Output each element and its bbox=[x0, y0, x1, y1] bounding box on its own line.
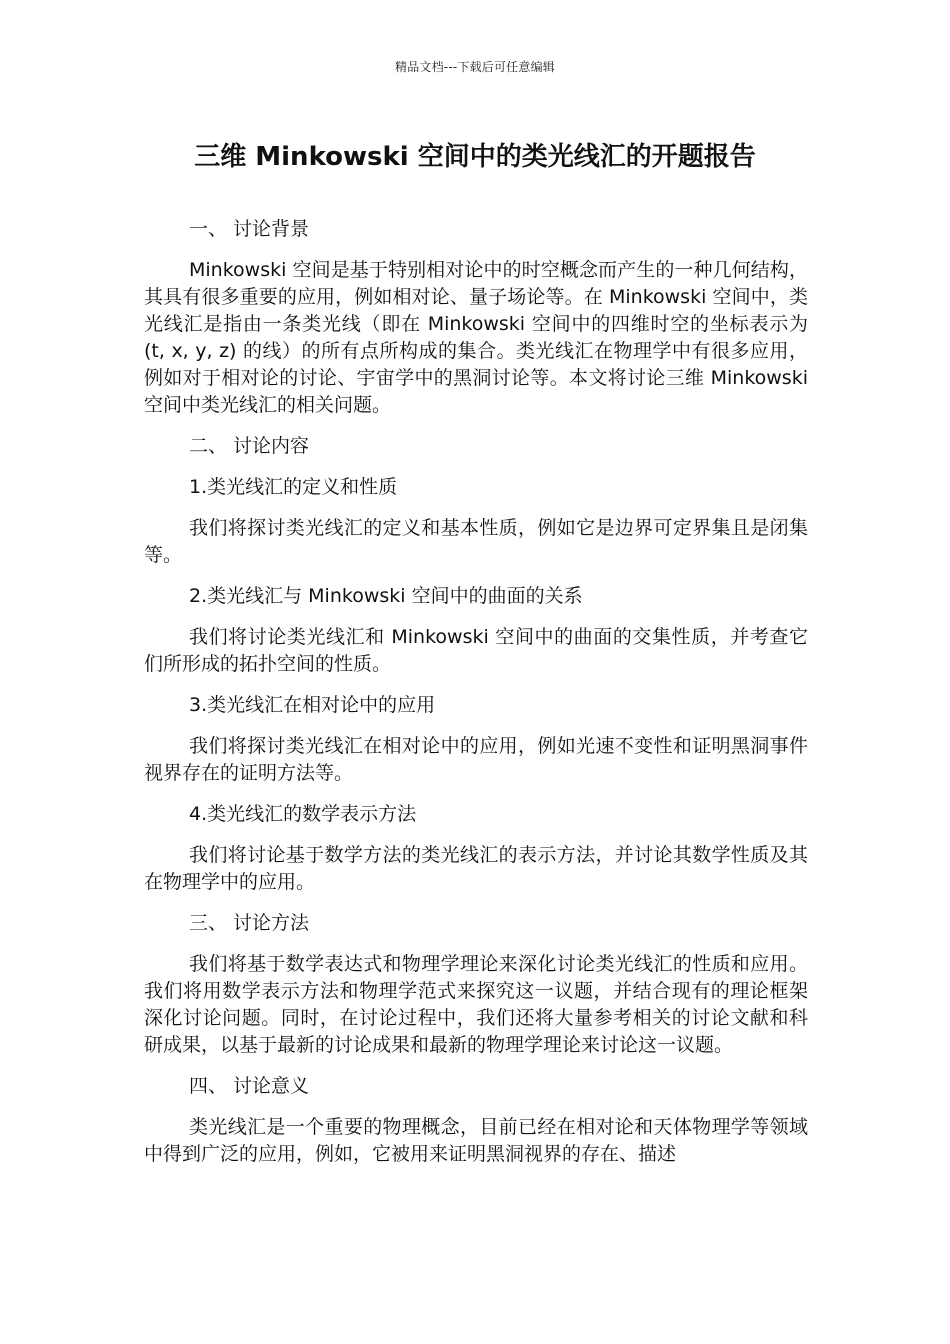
paragraph-definition: 我们将探讨类光线汇的定义和基本性质，例如它是边界可定界集且是闭集等。 bbox=[144, 517, 808, 566]
section-heading-content: 二、 讨论内容 bbox=[189, 435, 310, 457]
section-heading-significance: 四、 讨论意义 bbox=[189, 1075, 310, 1097]
paragraph-method: 我们将基于数学表达式和物理学理论来深化讨论类光线汇的性质和应用。我们将用数学表示方法和物理学范式来探究这一议题，并结合现有的理论框架深化讨论问题。同时，在讨论过程中，我们还将大量参考相关的讨论文献和科研成果，以基于最新的讨论成果和最新的物理学理论来讨论这一议题。 bbox=[144, 953, 808, 1056]
document-title: 三维 Minkowski 空间中的类光线汇的开题报告 bbox=[194, 142, 756, 172]
subheading-relativity-application: 3.类光线汇在相对论中的应用 bbox=[189, 694, 436, 716]
header-note: 精品文档---下载后可任意编辑 bbox=[395, 60, 555, 74]
paragraph-background: Minkowski 空间是基于特别相对论中的时空概念而产生的一种几何结构，其具有很多重要的应用，例如相对论、量子场论等。在 Minkowski 空间中，类光线汇是指由一条类光线（即在 Minkowski 空间中的四维时空的坐标表示为 (t, x, y, z) 的线）的所有点所构成的集合。类光线汇在物理学中有很多应用，例如对于相对论的讨论、宇宙学中的黑洞讨论等。本文将讨论三维 Minkowski 空间中类光线汇的相关问题。 bbox=[144, 259, 808, 416]
section-heading-method: 三、 讨论方法 bbox=[189, 912, 310, 934]
paragraph-relativity-application: 我们将探讨类光线汇在相对论中的应用，例如光速不变性和证明黑洞事件视界存在的证明方法等。 bbox=[144, 735, 808, 784]
subheading-definition: 1.类光线汇的定义和性质 bbox=[189, 476, 398, 498]
subheading-math-representation: 4.类光线汇的数学表示方法 bbox=[189, 803, 417, 825]
paragraph-surface-relation: 我们将讨论类光线汇和 Minkowski 空间中的曲面的交集性质，并考查它们所形成的拓扑空间的性质。 bbox=[144, 626, 808, 675]
section-heading-background: 一、 讨论背景 bbox=[189, 218, 310, 240]
document-body bbox=[144, 216, 808, 1182]
paragraph-significance: 类光线汇是一个重要的物理概念，目前已经在相对论和天体物理学等领域中得到广泛的应用，例如，它被用来证明黑洞视界的存在、描述 bbox=[144, 1116, 808, 1165]
paragraph-math-representation: 我们将讨论基于数学方法的类光线汇的表示方法，并讨论其数学性质及其在物理学中的应用。 bbox=[144, 844, 808, 893]
subheading-surface-relation: 2.类光线汇与 Minkowski 空间中的曲面的关系 bbox=[189, 585, 583, 607]
